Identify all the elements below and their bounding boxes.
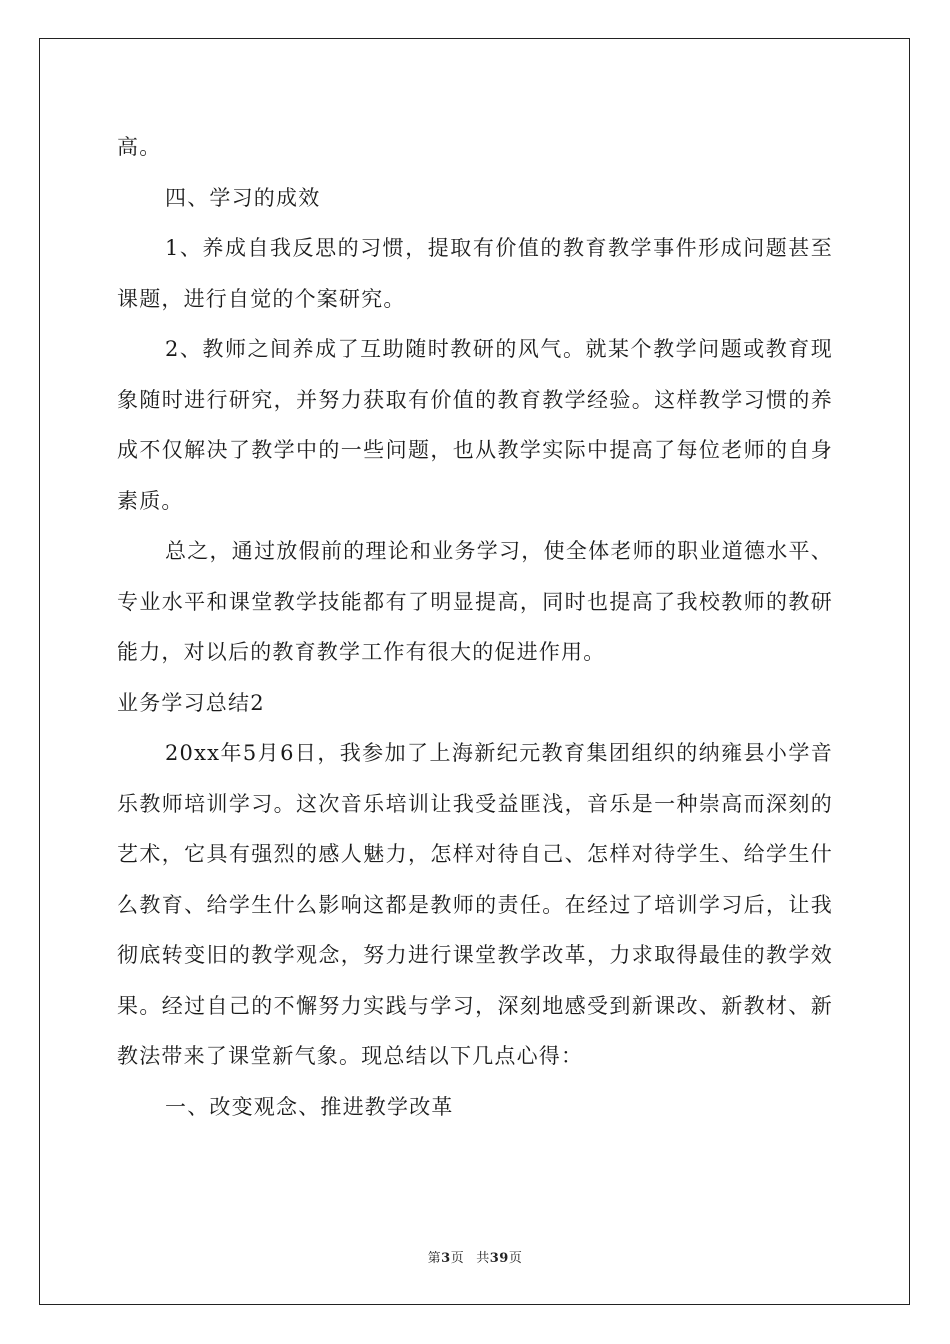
current-page-number: 3 bbox=[441, 1251, 451, 1266]
page-suffix: 页 bbox=[450, 1251, 465, 1266]
section-heading-results: 四、学习的成效 bbox=[165, 185, 321, 210]
page-footer bbox=[0, 1247, 950, 1266]
paragraph-conclusion: 总之，通过放假前的理论和业务学习，使全体老师的职业道德水平、专业水平和课堂教学技能都有了明显提高，同时也提高了我校教师的教研能力，对以后的教育教学工作有很大的促进作用。 bbox=[117, 539, 833, 664]
total-page-count: 39 bbox=[489, 1251, 509, 1266]
paragraph-item-2: 2、教师之间养成了互助随时教研的风气。就某个教学问题或教育现象随时进行研究，并努力获取有价值的教育教学经验。这样教学习惯的养成不仅解决了教学中的一些问题，也从教学实际中提高了每位老师的自身素质。 bbox=[117, 337, 833, 513]
section-heading-change: 一、改变观念、推进教学改革 bbox=[165, 1094, 454, 1119]
document-body bbox=[117, 122, 833, 1132]
paragraph-item-1: 1、养成自我反思的习惯，提取有价值的教育教学事件形成问题甚至课题，进行自觉的个案研究。 bbox=[117, 236, 833, 311]
paragraph-intro: 20xx年5月6日，我参加了上海新纪元教育集团组织的纳雍县小学音乐教师培训学习。这次音乐培训让我受益匪浅，音乐是一种崇高而深刻的艺术，它具有强烈的感人魅力，怎样对待自己、怎样对待学生、给学生什么教育、给学生什么影响这都是教师的责任。在经过了培训学习后，让我彻底转变旧的教学观念，努力进行课堂教学改革，力求取得最佳的教学效果。经过自己的不懈努力实践与学习，深刻地感受到新课改、新教材、新教法带来了课堂新气象。现总结以下几点心得： bbox=[117, 741, 833, 1068]
paragraph-continuation: 高。 bbox=[117, 135, 162, 159]
page-prefix: 第 bbox=[427, 1251, 442, 1266]
document-subtitle: 业务学习总结2 bbox=[117, 690, 265, 715]
total-suffix: 页 bbox=[508, 1251, 523, 1266]
total-prefix: 共 bbox=[476, 1251, 490, 1266]
